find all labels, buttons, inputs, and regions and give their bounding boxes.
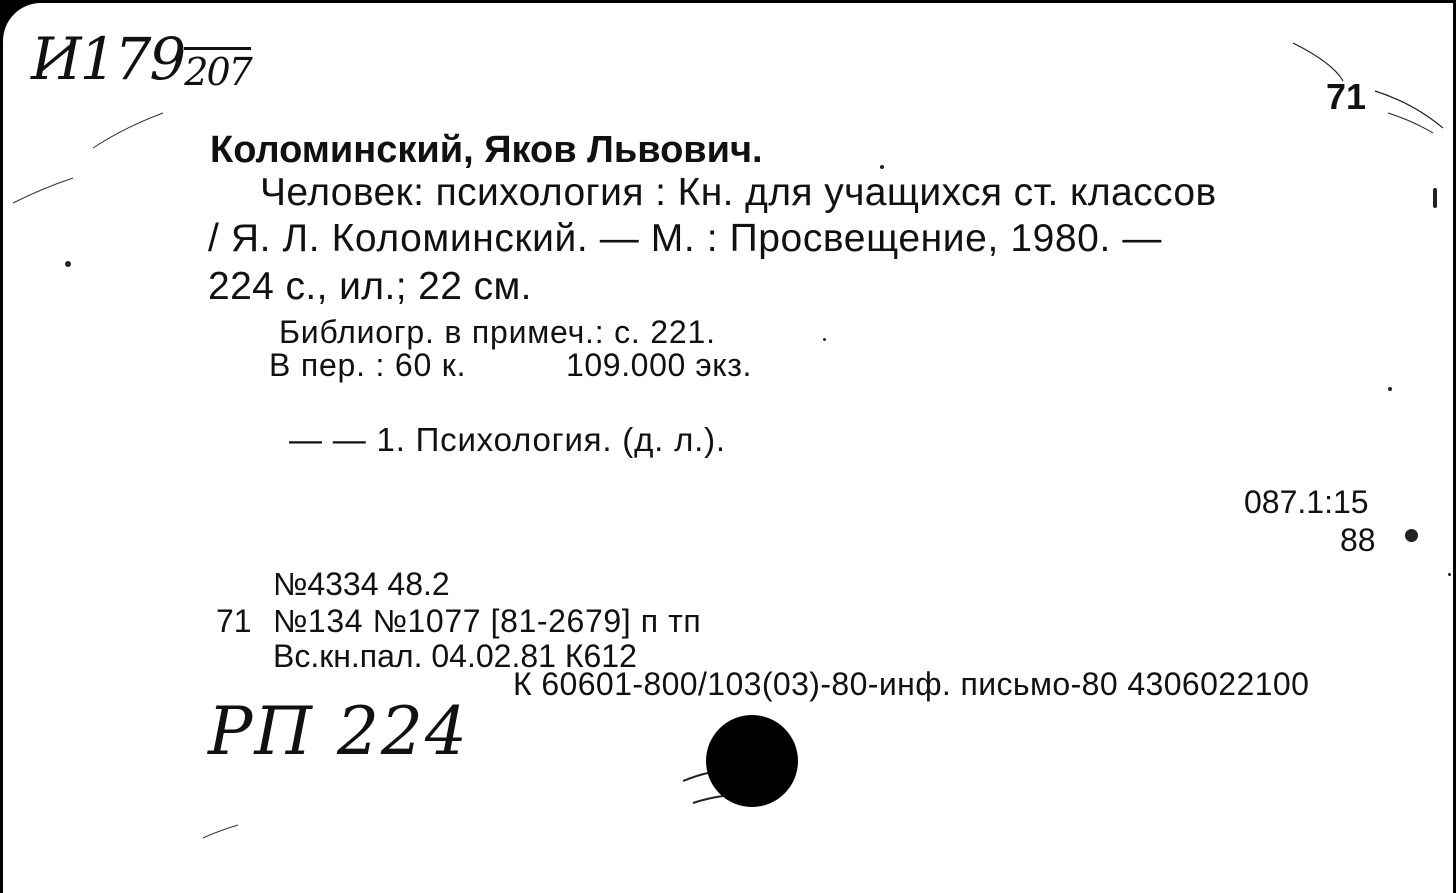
subject-heading: — — 1. Психология. (д. л.). — [289, 421, 726, 458]
handwritten-shelf-mark: РП 224 — [208, 693, 469, 770]
handwritten-inventory-main: И179 — [31, 25, 185, 93]
registration-prefix: 71 — [216, 603, 252, 639]
speck — [1448, 573, 1451, 576]
registration-line-2: №134 №1077 [81-2679] п тп — [273, 603, 702, 639]
speck — [1388, 387, 1392, 391]
speck — [880, 165, 884, 169]
registration-line-4: К 60601-800/103(03)-80-инф. письмо-80 4306022100 — [513, 666, 1310, 702]
card-number: 71 — [1326, 76, 1367, 117]
speck — [65, 261, 71, 267]
catalog-card — [3, 3, 1453, 893]
speck — [1433, 188, 1437, 208]
author-heading: Коломинский, Яков Львович. — [210, 129, 763, 171]
title-line-1: Человек: психология : Кн. для учащихся ст. классов — [260, 171, 1217, 214]
registration-line-3: Вс.кн.пал. 04.02.81 К612 — [273, 638, 637, 674]
binding-price-note: В пер. : 60 к. — [269, 347, 467, 383]
speck — [823, 338, 826, 341]
handwritten-inventory-number — [31, 25, 251, 93]
bbk-classification: 88 — [1340, 522, 1376, 558]
udc-classification: 087.1:15 — [1244, 484, 1369, 520]
title-line-3: 224 с., ил.; 22 см. — [208, 265, 532, 308]
copies-note: 109.000 экз. — [566, 347, 753, 383]
ink-dot — [1405, 529, 1418, 542]
title-line-2: / Я. Л. Коломинский. — М. : Просвещение, 1980. — — [208, 217, 1162, 260]
handwritten-inventory-sub: 207 — [184, 47, 251, 94]
punch-hole — [706, 715, 798, 807]
registration-line-1: №4334 48.2 — [273, 566, 450, 602]
bibliography-note: Библиогр. в примеч.: с. 221. — [279, 314, 716, 350]
